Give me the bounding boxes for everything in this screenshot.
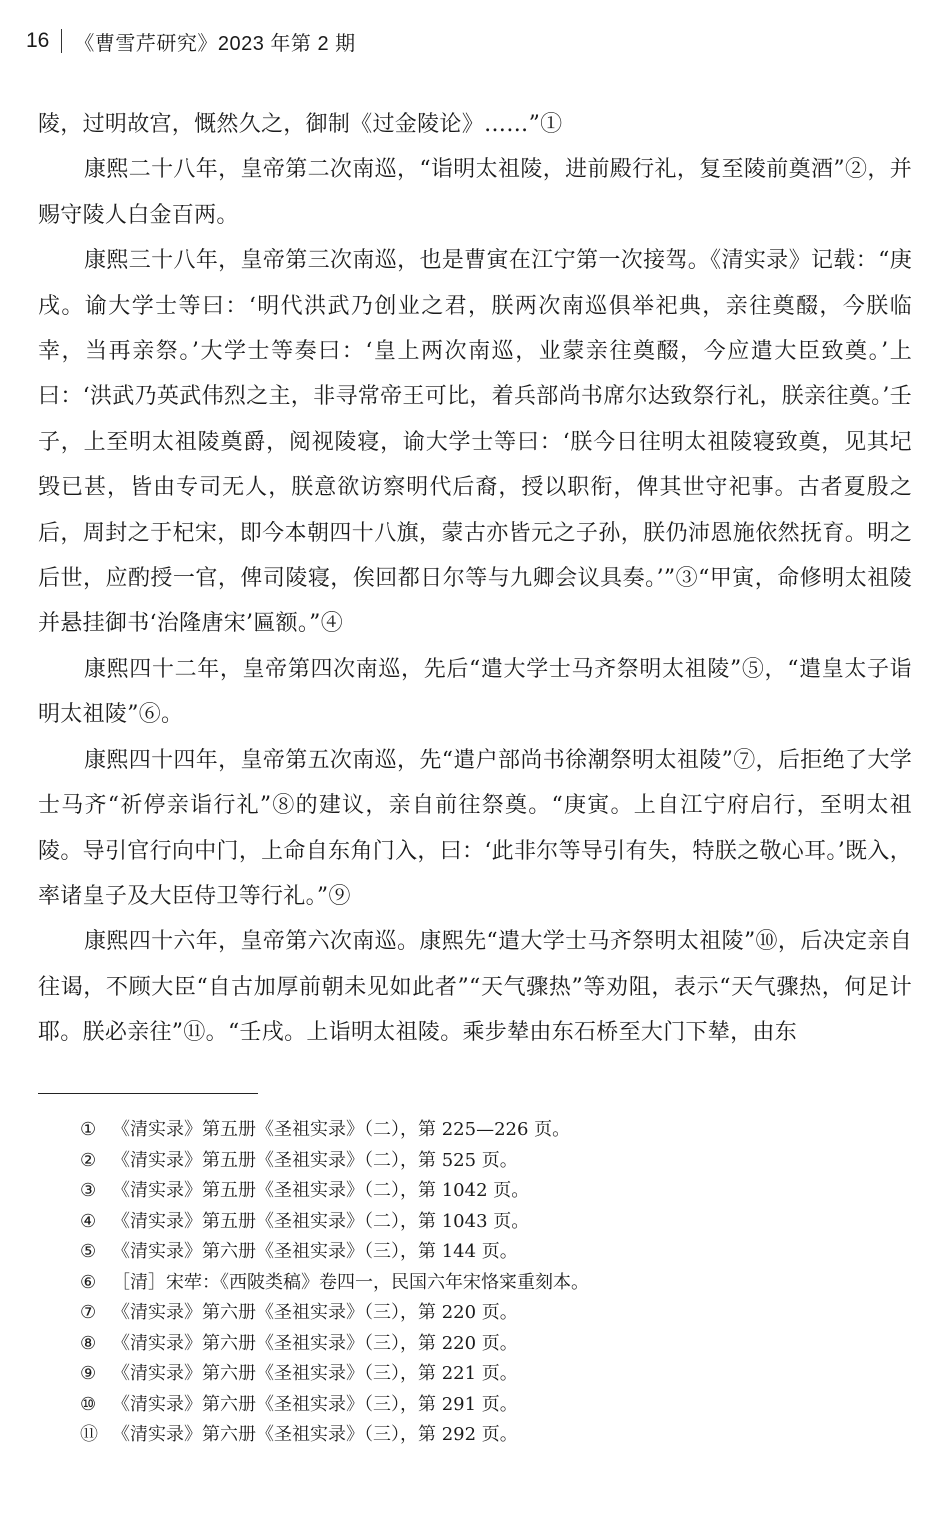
footnote-number: ③ [80, 1180, 97, 1201]
footnote-divider [38, 1093, 258, 1094]
paragraph: 康熙四十二年，皇帝第四次南巡，先后“遣大学士马齐祭明太祖陵”⑤，“遣皇太子诣明太祖陵”⑥。 [38, 656, 912, 728]
footnote-text: 《清实录》第五册《圣祖实录》（二），第 525 页。 [112, 1149, 518, 1171]
footnote-item [80, 1329, 900, 1360]
footnote-text: 《清实录》第五册《圣祖实录》（二），第 1042 页。 [112, 1180, 530, 1201]
footnote-text: 《清实录》第五册《圣祖实录》（二），第 225—226 页。 [112, 1119, 571, 1140]
paragraph: 康熙二十八年，皇帝第二次南巡，“诣明太祖陵，进前殿行礼，复至陵前奠酒”②，并赐守陵人白金百两。 [38, 157, 912, 228]
footnote-number: ① [80, 1119, 97, 1140]
footnote-number: ⑥ [80, 1271, 97, 1293]
running-header [26, 26, 356, 56]
footnote-text: 《清实录》第六册《圣祖实录》（三），第 292 页。 [112, 1424, 518, 1445]
footnote-number: ④ [80, 1210, 97, 1232]
footnote-item [80, 1268, 900, 1299]
footnote-number: ⑦ [80, 1302, 97, 1323]
header-divider [61, 29, 62, 53]
page-number: 16 [26, 29, 50, 52]
footnote-item [80, 1298, 900, 1329]
footnote-item [80, 1176, 900, 1207]
footnote-item [80, 1115, 900, 1146]
paragraph: 康熙四十六年，皇帝第六次南巡。康熙先“遣大学士马齐祭明太祖陵”⑩，后决定亲自往谒，不顾大臣“自古加厚前朝未见如此者”“天气骤热”等劝阻，表示“天气骤热，何足计耶。朕必亲往”⑪。“壬戌。上诣明太祖陵。乘步辇由东石桥至大门下辇，由东 [38, 929, 912, 1046]
footnote-text: 《清实录》第五册《圣祖实录》（二），第 1043 页。 [112, 1210, 530, 1232]
footnote-text: ［清］宋荦：《西陂类稿》卷四一，民国六年宋恪寀重刻本。 [112, 1271, 589, 1293]
footnote-item [80, 1390, 900, 1421]
paragraph: 康熙四十四年，皇帝第五次南巡，先“遣户部尚书徐潮祭明太祖陵”⑦，后拒绝了大学士马齐“祈停亲诣行礼”⑧的建议，亲自前往祭奠。“庚寅。上自江宁府启行，至明太祖陵。导引官行向中门，上命自东角门入，曰：‘此非尔等导引有失，特朕之敬心耳。’既入，率诸皇子及大臣侍卫等行礼。”⑨ [38, 747, 912, 909]
footnote-item [80, 1237, 900, 1268]
footnote-item [80, 1207, 900, 1238]
footnote-number: ⑪ [80, 1424, 98, 1445]
paragraph: 康熙三十八年，皇帝第三次南巡，也是曹寅在江宁第一次接驾。《清实录》记载：“庚戌。谕大学士等曰：‘明代洪武乃创业之君，朕两次南巡俱举祀典，亲往奠醊，今朕临幸，当再亲祭。’大学士等奏曰：‘皇上两次南巡，业蒙亲往奠醊，今应遣大臣致奠。’上曰：‘洪武乃英武伟烈之主，非寻常帝王可比，着兵部尚书席尔达致祭行礼，朕亲往奠。’壬子，上至明太祖陵奠爵，阅视陵寝，谕大学士等曰：‘朕今日往明太祖陵寝致奠，见其圮毁已甚，皆由专司无人，朕意欲访察明代后裔，授以职衔，俾其世守祀事。古者夏殷之后，周封之于杞宋，即今本朝四十八旗，蒙古亦皆元之子孙，朕仍沛恩施依然抚育。明之后世，应酌授一官，俾司陵寝，俟回都日尔等与九卿会议具奏。’”③“甲寅，命修明太祖陵并悬挂御书‘治隆唐宋’匾额。”④ [38, 248, 912, 637]
footnote-number: ② [80, 1149, 97, 1171]
footnote-text: 《清实录》第六册《圣祖实录》（三），第 221 页。 [112, 1363, 518, 1384]
footnote-number: ⑧ [80, 1332, 97, 1354]
footnote-item [80, 1420, 900, 1451]
footnote-item [80, 1146, 900, 1177]
footnote-text: 《清实录》第六册《圣祖实录》（三），第 144 页。 [112, 1241, 518, 1262]
footnote-text: 《清实录》第六册《圣祖实录》（三），第 291 页。 [112, 1393, 518, 1415]
footnote-text: 《清实录》第六册《圣祖实录》（三），第 220 页。 [112, 1332, 518, 1354]
main-text [38, 102, 912, 1056]
footnote-item [80, 1359, 900, 1390]
footnote-number: ⑩ [80, 1393, 97, 1415]
journal-title: 《曹雪芹研究》2023 年第 2 期 [74, 32, 356, 55]
footnote-text: 《清实录》第六册《圣祖实录》（三），第 220 页。 [112, 1302, 518, 1323]
footnote-number: ⑨ [80, 1363, 97, 1384]
paragraph: 陵，过明故宫，慨然久之，御制《过金陵论》……”① [38, 112, 563, 137]
footnote-number: ⑤ [80, 1241, 97, 1262]
footnote-list [80, 1115, 900, 1451]
